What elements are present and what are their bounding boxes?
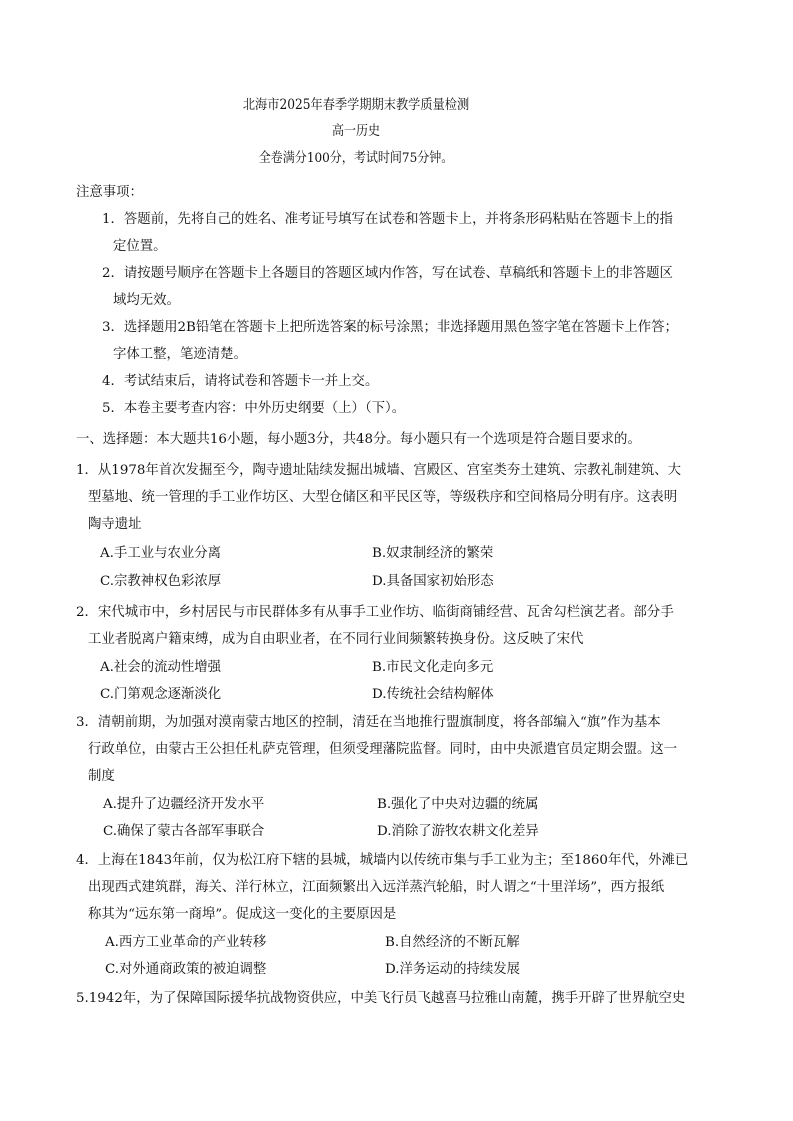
q4-option-d: D.洋务运动的持续发展 — [385, 962, 521, 977]
q4-option-c: C.对外通商政策的被迫调整 — [105, 962, 267, 977]
q1-stem-line-1: 1．从1978年首次发掘至今，陶寺遗址陆续发掘出城墙、宫殿区、宫室类夯土建筑、宗教礼制建筑、大 — [76, 463, 682, 478]
q1-option-c: C.宗教神权色彩浓厚 — [100, 574, 222, 589]
note-1-line-1: 1．答题前，先将自己的姓名、准考证号填写在试卷和答题卡上，并将条形码粘贴在答题卡上的指 — [102, 212, 673, 227]
q3-option-c: C.确保了蒙古各部军事联合 — [103, 824, 265, 839]
note-1-line-2: 定位置。 — [113, 239, 167, 254]
q3-stem-line-2: 行政单位，由蒙古王公担任札萨克管理，但须受理藩院监督。同时，由中央派遣官员定期会盟。这一 — [88, 742, 678, 757]
q1-option-d: D.具备国家初始形态 — [372, 574, 494, 589]
q2-option-a: A.社会的流动性增强 — [100, 660, 222, 675]
q3-option-b: B.强化了中央对边疆的统属 — [377, 797, 539, 812]
q3-option-a: A.提升了边疆经济开发水平 — [103, 797, 265, 812]
q2-option-d: D.传统社会结构解体 — [372, 687, 494, 702]
note-2-line-2: 域均无效。 — [113, 293, 180, 308]
exam-subject: 高一历史 — [331, 124, 381, 139]
notes-heading: 注意事项： — [76, 185, 143, 200]
q2-stem-line-1: 2．宋代城市中，乡村居民与市民群体多有从事手工业作坊、临街商铺经营、瓦舍勾栏演艺者。部分手 — [76, 605, 674, 620]
q1-option-b: B.奴隶制经济的繁荣 — [372, 546, 494, 561]
q4-option-b: B.自然经济的不断瓦解 — [385, 935, 520, 950]
q4-stem-line-1: 4．上海在1843年前，仅为松江府下辖的县城，城墙内以传统市集与手工业为主；至1860年代，外滩已 — [76, 853, 689, 868]
section-1-heading: 一、选择题：本大题共16小题，每小题3分，共48分。每小题只有一个选项是符合题目要求的。 — [76, 432, 641, 447]
q3-stem-line-1: 3．清朝前期，为加强对漠南蒙古地区的控制，清廷在当地推行盟旗制度，将各部编入“旗”作为基本 — [76, 715, 661, 730]
exam-title: 北海市2025年春季学期期末教学质量检测 — [242, 97, 470, 113]
q2-stem-line-2: 工业者脱离户籍束缚，成为自由职业者，在不同行业间频繁转换身份。这反映了宋代 — [88, 632, 584, 647]
q3-option-d: D.消除了游牧农耕文化差异 — [377, 824, 539, 839]
note-4: 4．考试结束后，请将试卷和答题卡一并上交。 — [102, 374, 379, 389]
note-5: 5．本卷主要考查内容：中外历史纲要（上）（下）。 — [102, 401, 406, 416]
note-3-line-1: 3．选择题用2B铅笔在答题卡上把所选答案的标号涂黑；非选择题用黑色签字笔在答题卡上作答； — [102, 320, 678, 335]
q1-stem-line-3: 陶寺遗址 — [88, 517, 142, 532]
exam-info: 全卷满分100分，考试时间75分钟。 — [258, 151, 454, 166]
q4-stem-line-3: 称其为“远东第一商埠”。促成这一变化的主要原因是 — [88, 907, 397, 922]
q4-option-a: A.西方工业革命的产业转移 — [105, 935, 267, 950]
q4-stem-line-2: 出现西式建筑群，海关、洋行林立，江面频繁出入远洋蒸汽轮船，时人谓之“十里洋场”，西方报纸 — [88, 880, 665, 895]
q5-stem-line-1: 5.1942年，为了保障国际援华抗战物资供应，中美飞行员飞越喜马拉雅山南麓，携手开辟了世界航空史 — [76, 991, 686, 1006]
q2-option-c: C.门第观念逐渐淡化 — [100, 687, 222, 702]
q1-stem-line-2: 型墓地、统一管理的手工业作坊区、大型仓储区和平民区等，等级秩序和空间格局分明有序。这表明 — [88, 490, 678, 505]
q1-option-a: A.手工业与农业分离 — [100, 546, 222, 561]
note-2-line-1: 2．请按题号顺序在答题卡上各题目的答题区域内作答，写在试卷、草稿纸和答题卡上的非答题区 — [102, 266, 673, 281]
q2-option-b: B.市民文化走向多元 — [372, 660, 494, 675]
note-3-line-2: 字体工整，笔迹清楚。 — [113, 347, 247, 362]
q3-stem-line-3: 制度 — [88, 769, 115, 784]
